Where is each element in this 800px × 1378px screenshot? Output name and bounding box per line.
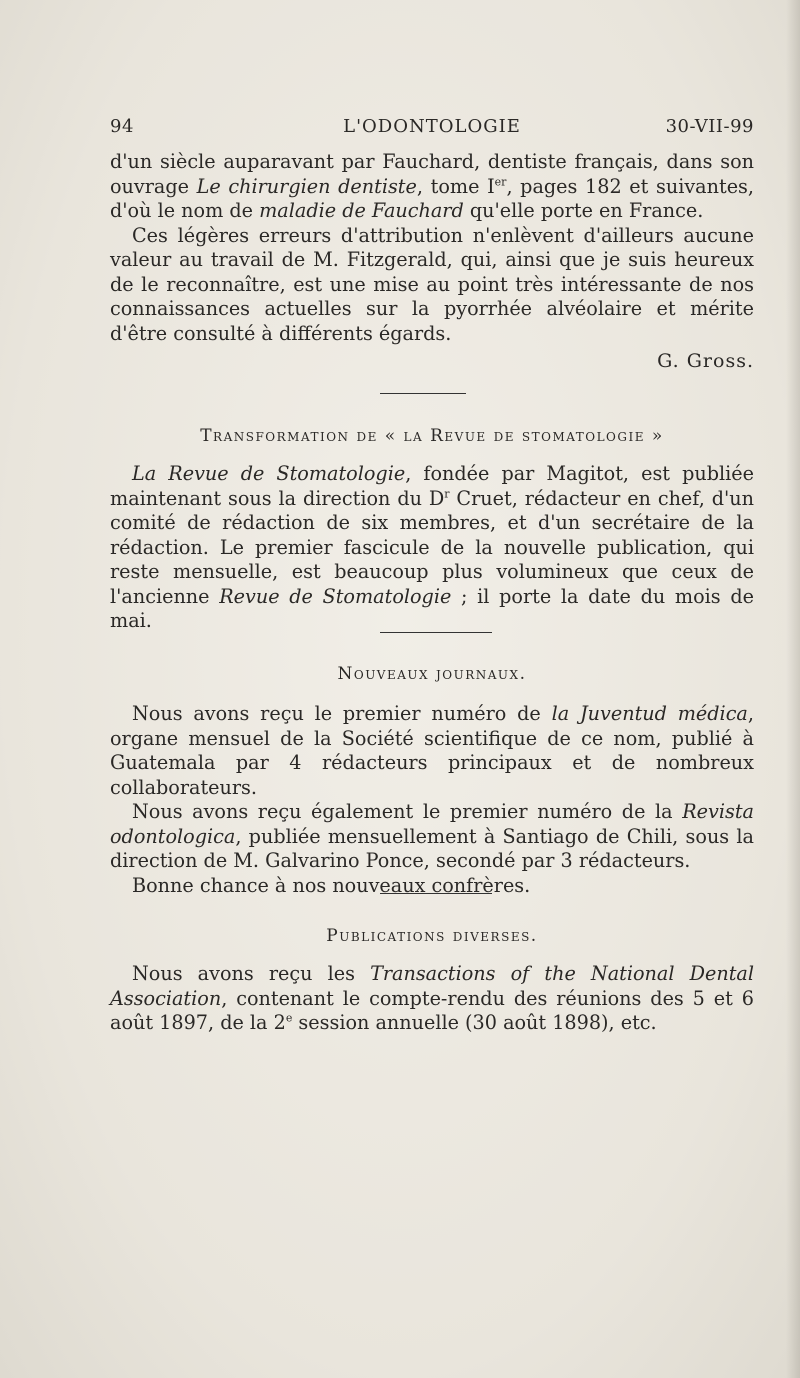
section-publications-body <box>110 962 754 1036</box>
paragraph: Bonne chance à nos nouveaux confrères. <box>132 873 531 897</box>
paragraph: d'un siècle auparavant par Fauchard, dentiste français, dans son ouvrage Le chirurgien dentiste, tome Ier, pages 182 et suivantes, d'où le nom de maladie de Fauchard qu'elle porte en France. <box>110 150 754 222</box>
paragraph: Nous avons reçu les Transactions of the National Dental Association, contenant le compte-rendu des réunions des 5 et 6 août 1897, de la 2e session annuelle (30 août 1898), etc. <box>110 962 754 1034</box>
page-edge-shadow <box>786 0 800 1378</box>
section-transformation-body <box>110 462 754 634</box>
section-title-publications: Publications diverses. <box>326 926 538 946</box>
section-divider <box>380 393 466 394</box>
paragraph: Nous avons reçu le premier numéro de la Juventud médica, organe mensuel de la Société scientifique de ce nom, publié à Guatemala par 4 rédacteurs principaux et de nombreux collaborateurs. <box>110 702 754 799</box>
paragraph: Ces légères erreurs d'attribution n'enlèvent d'ailleurs aucune valeur au travail de M. Fitzgerald, qui, ainsi que je suis heureux de le reconnaître, est une mise au point très intéressante de nos connaissances actuelles sur la pyorrhée alvéolaire et mérite d'être consulté à différents égards. <box>110 223 754 345</box>
section-divider <box>380 893 492 894</box>
journal-title: L'ODONTOLOGIE <box>343 116 521 137</box>
section-title-transformation: Transformation de « la Revue de stomatologie » <box>200 426 664 446</box>
page-number: 94 <box>110 116 134 137</box>
section-title-nouveaux-journaux: Nouveaux journaux. <box>337 664 527 684</box>
author-signature: G. Gross. <box>657 350 754 372</box>
section-divider <box>380 632 492 633</box>
paragraph: La Revue de Stomatologie, fondée par Magitot, est publiée maintenant sous la direction du $D^r$ Cruet, rédacteur en chef, d'un comité de rédaction de six membres, et d'un secrétaire de la rédaction. Le premier fascicule de la nouvelle publication, qui reste mensuelle, est beaucoup plus volumineux que ceux de l'ancienne Revue de Stomatologie ; il porte la date du mois de mai. <box>110 462 754 632</box>
running-header <box>110 116 754 142</box>
issue-date: 30-VII-99 <box>665 116 754 137</box>
continued-article <box>110 150 754 346</box>
section-nouveaux-journaux-body <box>110 702 754 898</box>
paragraph: Nous avons reçu également le premier numéro de la Revista odontologica, publiée mensuellement à Santiago de Chili, sous la direction de M. Galvarino Ponce, secondé par 3 rédacteurs. <box>110 800 754 872</box>
